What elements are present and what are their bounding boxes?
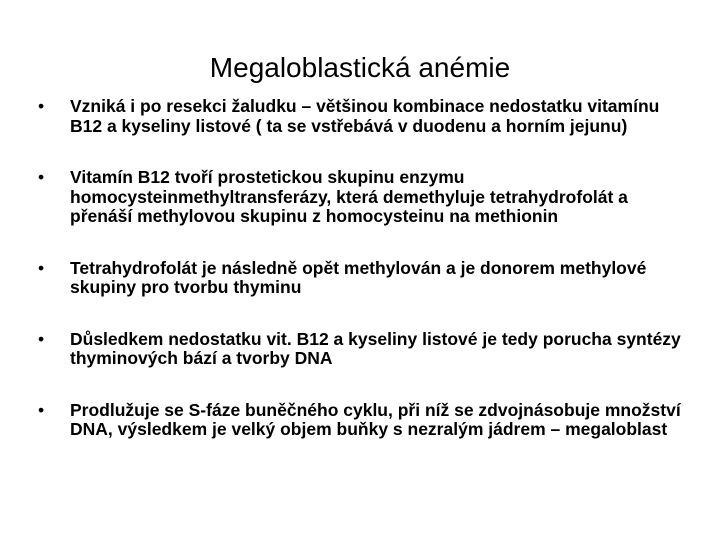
bullet-item xyxy=(38,168,688,227)
bullet-text: Tetrahydrofolát je následně opět methylován a je donorem methylové skupiny pro tvorbu thyminu xyxy=(70,257,647,297)
bullet-marker: • xyxy=(38,167,45,187)
bullet-item xyxy=(38,330,688,369)
bullet-marker: • xyxy=(38,96,45,116)
bullet-marker: • xyxy=(38,399,45,420)
bullet-text: Vzniká i po resekci žaludku – většinou kombinace nedostatku vitamínu B12 a kyseliny listové ( ta se vstřebává v duodenu a horním jejunu) xyxy=(70,96,660,136)
bullet-text: Vitamín B12 tvoří prostetickou skupinu enzymu homocysteinmethyltransferázy, která demethyluje tetrahydrofolát a přenáší methylovou skupinu z homocysteinu na methionin xyxy=(70,167,628,226)
bullet-text: Prodlužuje se S-fáze buněčného cyklu, při níž se zdvojnásobuje množství DNA, výsledkem je velký objem buňky s nezralým jádrem – megaloblast xyxy=(70,399,681,439)
bullet-list xyxy=(38,97,688,440)
bullet-item xyxy=(38,259,688,298)
bullet-marker: • xyxy=(38,257,45,278)
bullet-item xyxy=(38,97,688,136)
bullet-text: Důsledkem nedostatku vit. B12 a kyseliny listové je tedy porucha syntézy thyminových bází a tvorby DNA xyxy=(70,328,681,368)
bullet-marker: • xyxy=(38,328,45,349)
bullet-item xyxy=(38,401,688,440)
slide-title: Megaloblastická anémie xyxy=(209,52,511,83)
